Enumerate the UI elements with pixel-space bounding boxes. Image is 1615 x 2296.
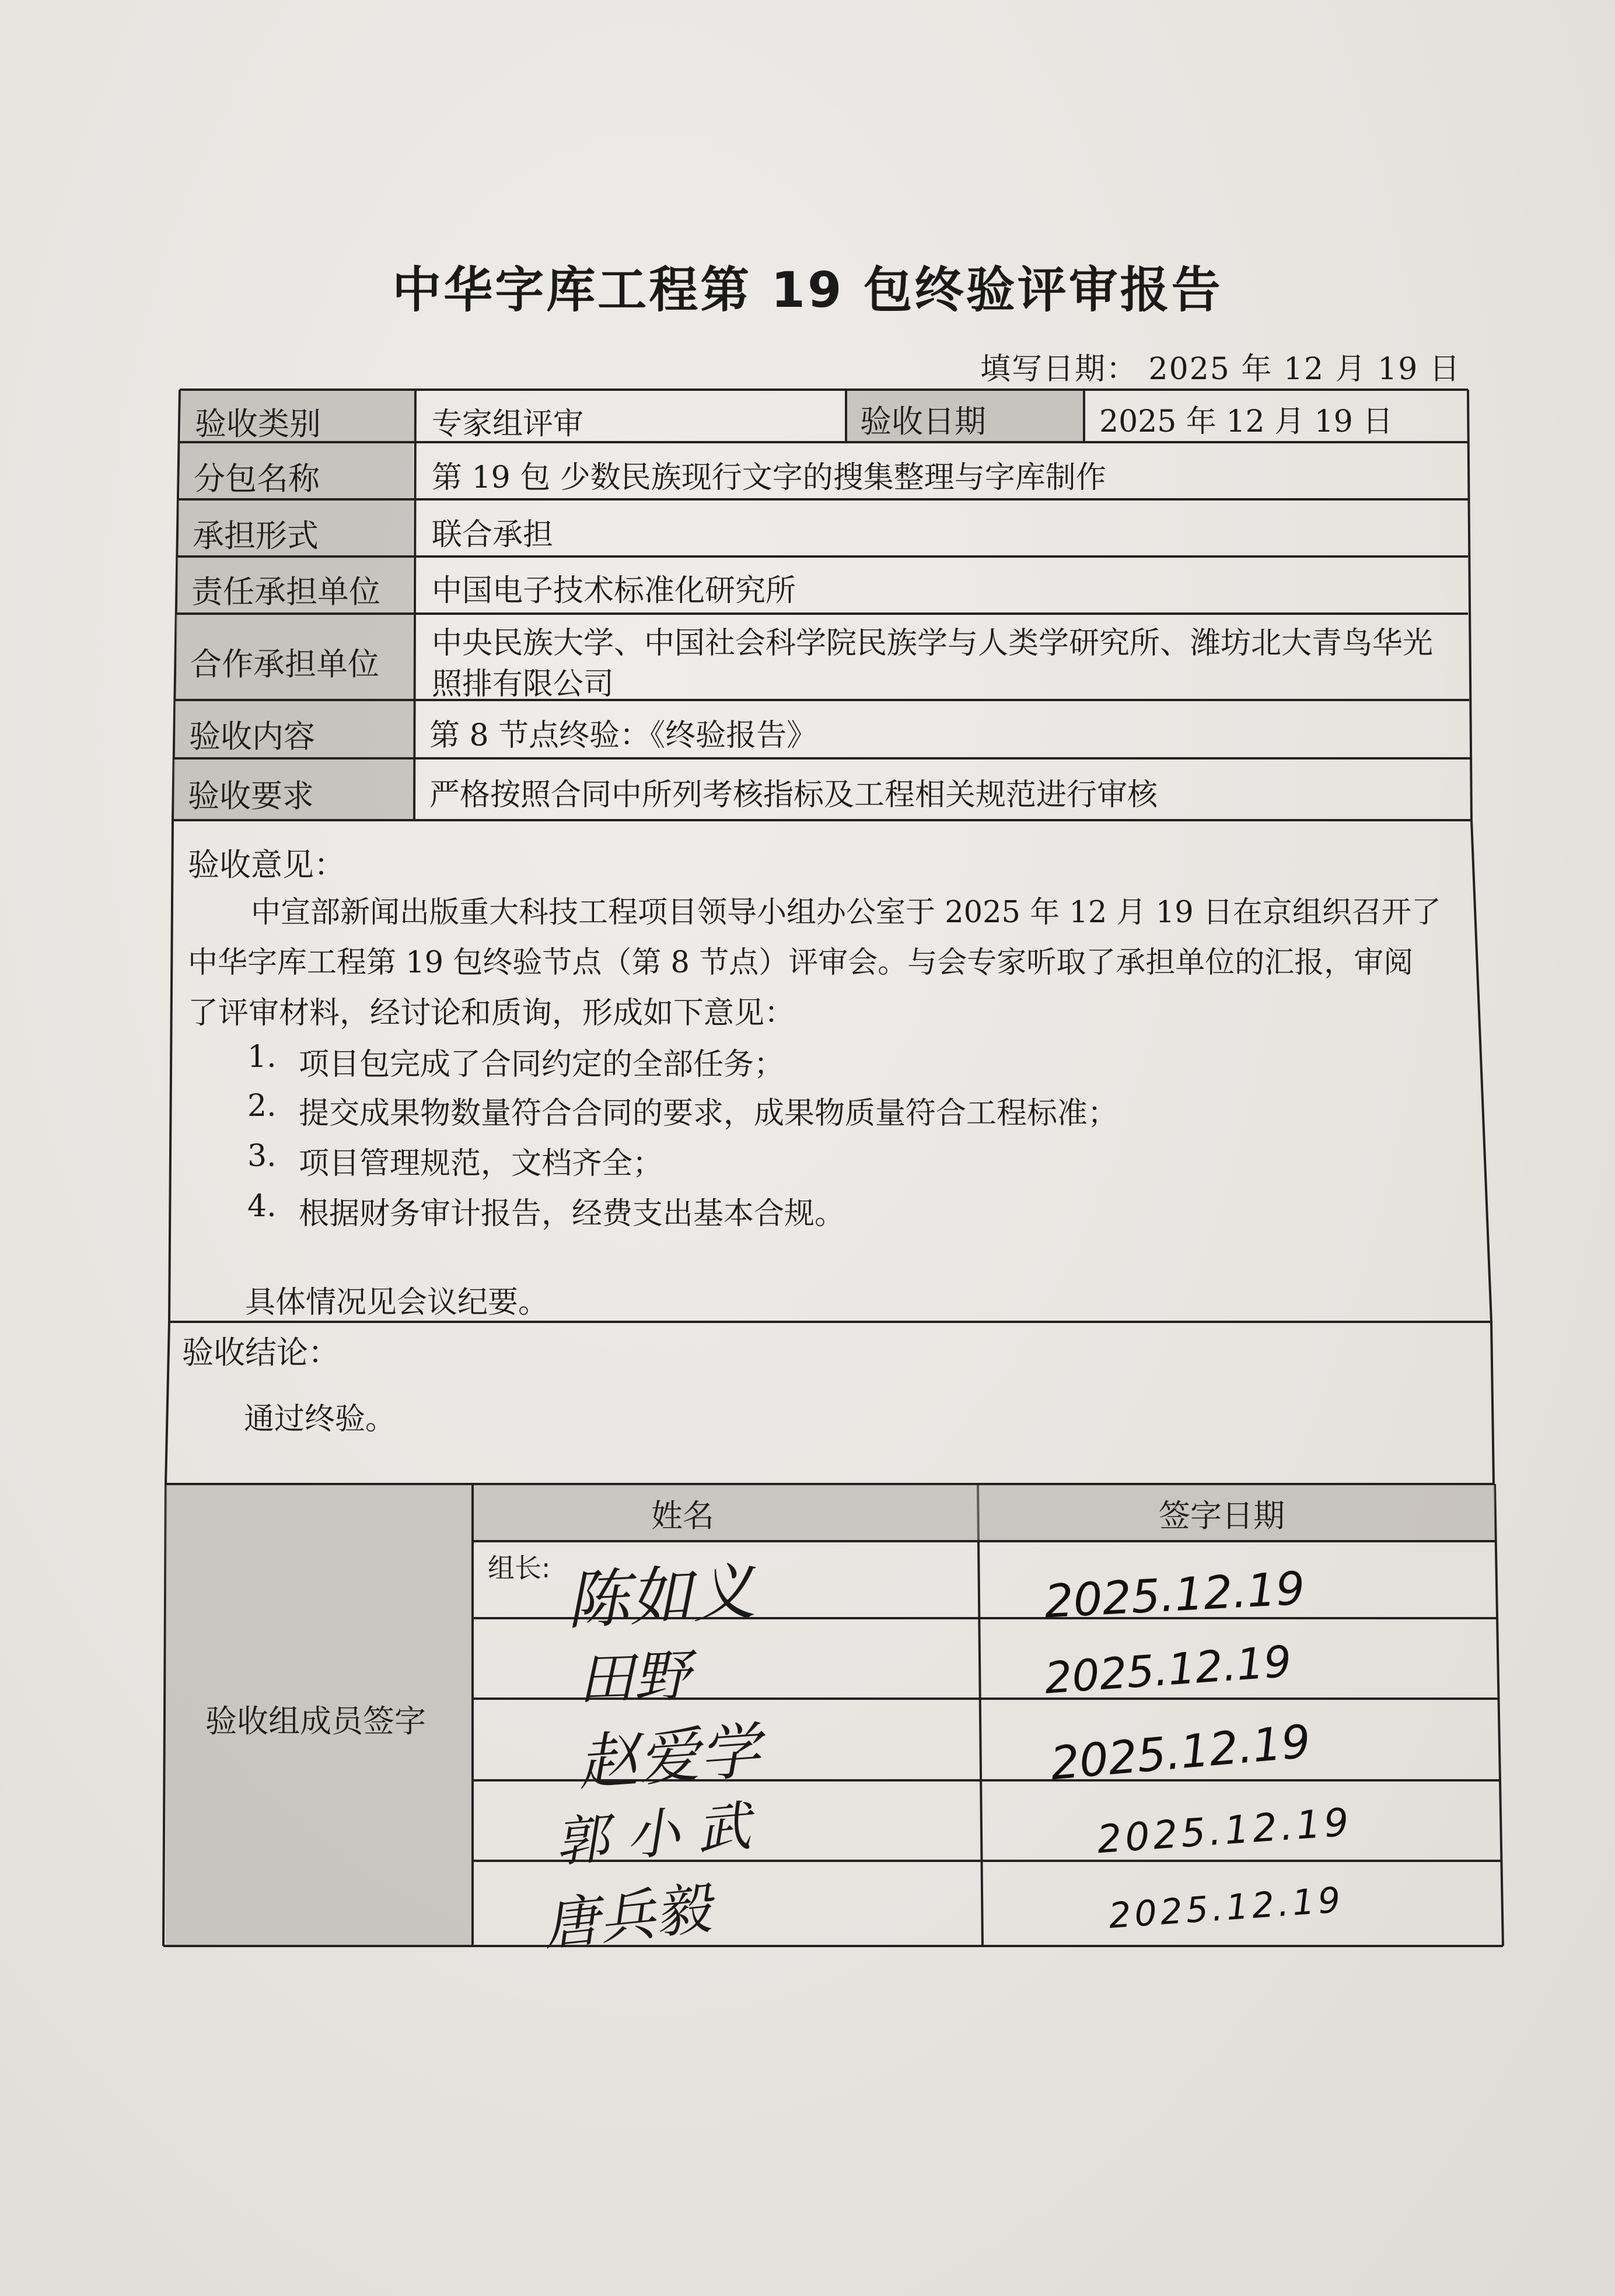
opinion-item-number: 3.	[247, 1139, 277, 1174]
partner-unit-label: 合作承担单位	[190, 646, 379, 682]
signature-date: 2025.12.19	[1043, 1562, 1306, 1629]
fill-date: 填写日期： 2025 年 12 月 19 日	[980, 352, 1461, 387]
form-value: 联合承担	[432, 517, 554, 552]
conclusion-value: 通过终验。	[244, 1402, 396, 1437]
signature-date: 2025.12.19	[1107, 1880, 1345, 1937]
signature-handwritten: 田野	[576, 1643, 691, 1713]
partner-unit-value-line2: 照排有限公司	[432, 667, 614, 702]
conclusion-label: 验收结论：	[182, 1334, 340, 1371]
category-value: 专家组评审	[432, 407, 584, 442]
signature-handwritten: 赵爱学	[575, 1715, 763, 1799]
signature-handwritten: 陈如义	[564, 1555, 757, 1639]
leader-prefix: 组长:	[488, 1552, 551, 1584]
report-title: 中华字库工程第 19 包终验评审报告	[392, 261, 1223, 318]
opinion-paragraph-line: 中华字库工程第 19 包终验节点（第 8 节点）评审会。与会专家听取了承担单位的汇报，审阅	[188, 946, 1414, 980]
content-value: 第 8 节点终验：《终验报告》	[429, 718, 817, 753]
opinion-footer: 具体情况见会议纪要。	[245, 1285, 549, 1320]
package-label: 分包名称	[194, 460, 320, 497]
opinion-label: 验收意见：	[188, 846, 345, 883]
lead-unit-value: 中国电子技术标准化研究所	[432, 573, 796, 608]
opinion-item-number: 1.	[247, 1040, 277, 1074]
opinion-item: 项目管理规范，文档齐全；	[299, 1146, 663, 1181]
opinion-item: 提交成果物数量符合合同的要求，成果物质量符合工程标准；	[299, 1096, 1118, 1131]
opinion-item-number: 4.	[247, 1189, 277, 1224]
content-label: 验收内容	[189, 718, 315, 755]
signature-handwritten: 郭小武	[552, 1793, 771, 1874]
form-label: 承担形式	[193, 517, 319, 554]
date-value: 2025 年 12 月 19 日	[1099, 404, 1393, 439]
partner-unit-value-line1: 中央民族大学、中国社会科学院民族学与人类学研究所、潍坊北大青鸟华光	[432, 626, 1434, 661]
requirement-value: 严格按照合同中所列考核指标及工程相关规范进行审核	[429, 778, 1158, 813]
signature-section-label: 验收组成员签字	[205, 1703, 426, 1740]
signature-header-bg	[474, 1485, 1495, 1540]
opinion-item: 项目包完成了合同约定的全部任务；	[299, 1047, 785, 1082]
signature-date: 2025.12.19	[1095, 1799, 1354, 1863]
sign-date-header: 签字日期	[1159, 1497, 1285, 1534]
signature-date: 2025.12.19	[1048, 1715, 1313, 1791]
opinion-paragraph-line: 了评审材料，经讨论和质询，形成如下意见：	[188, 996, 795, 1031]
signature-date: 2025.12.19	[1043, 1636, 1294, 1704]
opinion-item-number: 2.	[247, 1088, 277, 1124]
opinion-item: 根据财务审计报告，经费支出基本合规。	[299, 1196, 845, 1231]
category-label: 验收类别	[195, 405, 321, 442]
name-header: 姓名	[651, 1497, 714, 1534]
lead-unit-label: 责任承担单位	[191, 573, 380, 610]
requirement-label: 验收要求	[188, 778, 314, 814]
package-value: 第 19 包 少数民族现行文字的搜集整理与字库制作	[432, 460, 1106, 495]
signature-handwritten: 唐兵毅	[540, 1875, 714, 1958]
opinion-paragraph-line: 中宣部新闻出版重大科技工程项目领导小组办公室于 2025 年 12 月 19 日在京组织召开了	[251, 895, 1441, 930]
date-label: 验收日期	[860, 403, 986, 440]
